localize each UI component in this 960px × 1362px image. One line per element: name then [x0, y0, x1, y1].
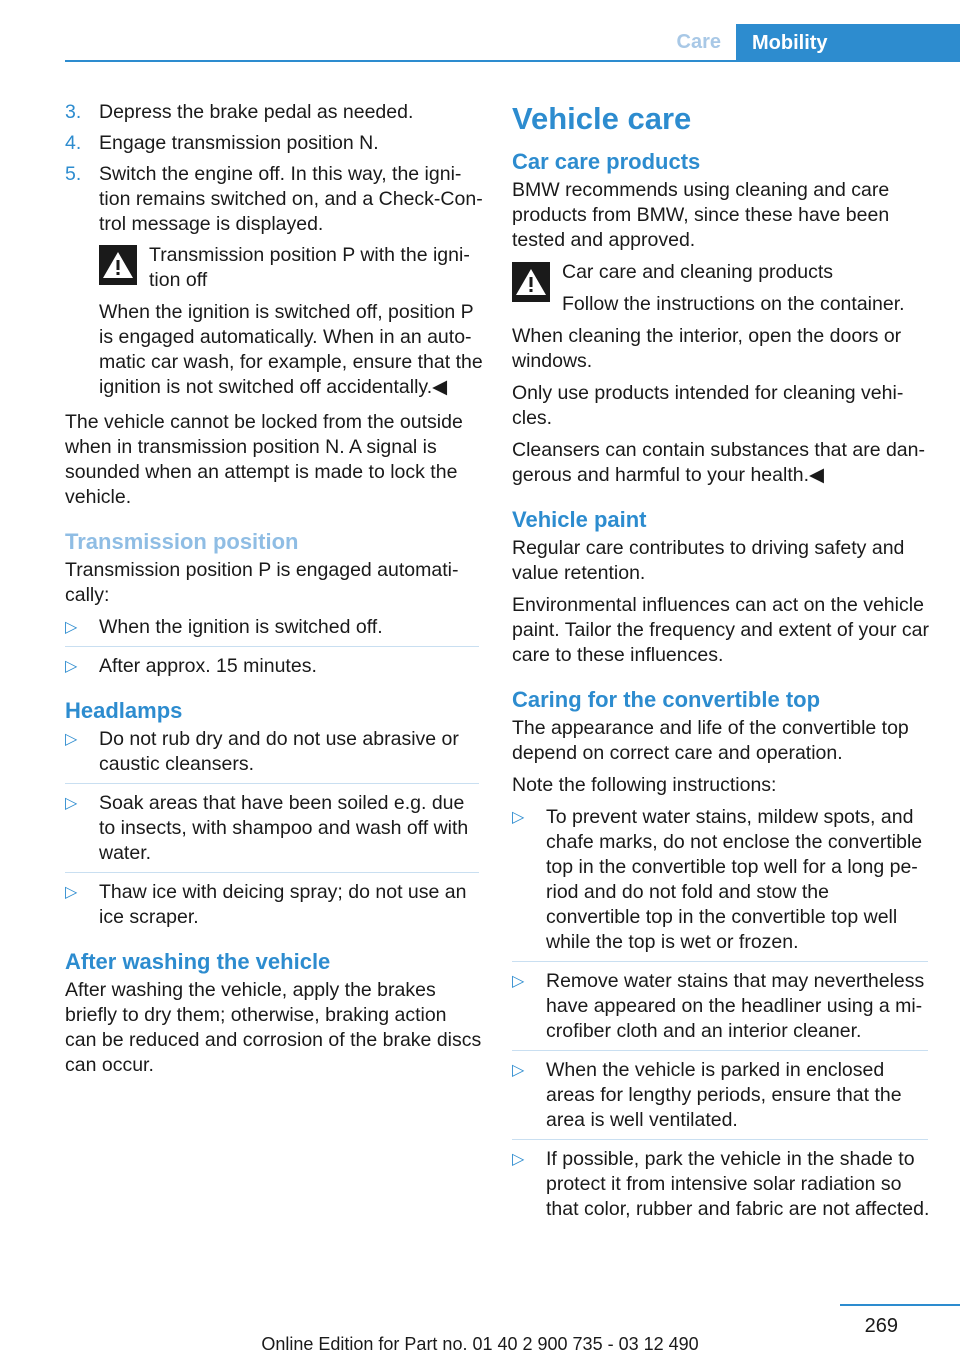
bullet-triangle-icon: ▷ — [65, 884, 78, 901]
section-tab-mobility[interactable]: Mobility — [736, 24, 960, 62]
bullet-triangle-icon: ▷ — [65, 731, 78, 748]
list-item — [65, 791, 479, 873]
list-item — [512, 805, 928, 962]
interior-paragraph: When cleaning the interior, open the doors or windows. — [512, 325, 902, 372]
list-item — [65, 880, 483, 930]
list-item-text: Soak areas that have been soiled e.g. due to insects, with shampoo and wash off with water. — [99, 792, 469, 864]
list-item-text: When the ignition is switched off. — [99, 616, 383, 638]
list-item — [512, 1058, 928, 1140]
bullet-triangle-icon: ▷ — [65, 619, 78, 636]
products-heading: Car care products — [512, 149, 701, 174]
paint-paragraph-1: Regular care contributes to driving safety and value retention. — [512, 537, 905, 584]
products-only-paragraph: Only use products intended for cleaning vehi‐cles. — [512, 382, 904, 429]
list-item — [512, 1147, 932, 1222]
transmission-heading: Transmission position — [65, 529, 299, 554]
warning-title: Transmission position P with the igni‐tion off — [149, 244, 470, 291]
bullet-triangle-icon: ▷ — [512, 973, 525, 990]
paint-paragraph-2: Environmental influences can act on the vehicle paint. Tailor the frequency and extent of your car care to these influences. — [512, 594, 929, 666]
step-number: 4. — [65, 132, 82, 154]
cleansers-paragraph: Cleansers can contain substances that are dan‐gerous and harmful to your health.◀ — [512, 439, 925, 486]
list-item-text: Remove water stains that may nevertheless have appeared on the headliner using a mi‐crofiber cloth and an interior cleaner. — [546, 970, 925, 1042]
page-title: Vehicle care — [512, 101, 692, 136]
warning-line: Follow the instructions on the container. — [562, 293, 905, 315]
paint-heading: Vehicle paint — [512, 507, 647, 532]
warning-header — [99, 243, 483, 293]
step-item — [65, 162, 483, 237]
step-text: Switch the engine off. In this way, the igni‐tion remains switched on, and a Check-Con‐trol message is displayed. — [99, 163, 483, 235]
step-number: 3. — [65, 101, 82, 123]
warning-triangle-icon — [99, 245, 137, 285]
convertible-top-heading: Caring for the convertible top — [512, 687, 821, 712]
header-rule — [65, 60, 960, 62]
washing-paragraph: After washing the vehicle, apply the brakes briefly to dry them; otherwise, braking action can be reduced and corrosion of the brake discs can occur. — [65, 979, 482, 1076]
top-paragraph-1: The appearance and life of the convertible top depend on correct care and operation. — [512, 717, 909, 764]
edition-footer: Online Edition for Part no. 01 40 2 900 735 - 03 12 490 — [261, 1334, 699, 1354]
list-item-text: Thaw ice with deicing spray; do not use an ice scraper. — [99, 881, 467, 928]
page-header — [0, 0, 960, 62]
top-paragraph-2: Note the following instructions: — [512, 774, 777, 796]
bullet-triangle-icon: ▷ — [65, 795, 78, 812]
list-item — [65, 654, 483, 679]
washing-heading: After washing the vehicle — [65, 949, 331, 974]
list-item-text: Do not rub dry and do not use abrasive or caustic cleansers. — [99, 728, 459, 775]
warning-header — [512, 260, 932, 317]
list-item-text: If possible, park the vehicle in the shade to protect it from intensive solar radiation so that color, rubber and fabric are not affected. — [546, 1148, 930, 1220]
list-item — [65, 727, 479, 784]
warning-triangle-icon — [512, 262, 550, 302]
right-column — [512, 100, 932, 1229]
step-text: Depress the brake pedal as needed. — [99, 101, 414, 123]
list-item — [65, 615, 479, 647]
step-item — [65, 131, 483, 156]
list-item-text: After approx. 15 minutes. — [99, 655, 317, 677]
left-column — [65, 100, 483, 1085]
step-item — [65, 100, 483, 125]
list-item-text: To prevent water stains, mildew spots, and chafe marks, do not enclose the convertible top in the convertible top well for a long pe‐riod and do not fold and stow the convertible top in the convertible top well while the top is wet or frozen. — [546, 806, 923, 953]
warning-title: Car care and cleaning products — [562, 261, 833, 283]
bullet-triangle-icon: ▷ — [65, 658, 78, 675]
headlamps-heading: Headlamps — [65, 698, 183, 723]
list-item-text: When the vehicle is parked in enclosed areas for lengthy periods, ensure that the area is well ventilated. — [546, 1059, 902, 1131]
section-tab-care[interactable]: Care — [676, 31, 721, 53]
step-number: 5. — [65, 163, 82, 185]
products-paragraph: BMW recommends using cleaning and care products from BMW, since these have been tested and approved. — [512, 179, 890, 251]
warning-body: When the ignition is switched off, position P is engaged automatically. When in an auto‐matic car wash, for example, ensure that the ignition is not switched off accidentally.◀ — [99, 301, 483, 398]
footer-rule — [840, 1304, 960, 1306]
bullet-triangle-icon: ▷ — [512, 1062, 525, 1079]
locked-paragraph: The vehicle cannot be locked from the outside when in transmission position N. A signal is sounded when an attempt is made to lock the vehicle. — [65, 411, 463, 508]
warning-block — [65, 243, 483, 400]
page-number: 269 — [864, 1315, 898, 1337]
bullet-triangle-icon: ▷ — [512, 809, 525, 826]
step-text: Engage transmission position N. — [99, 132, 379, 154]
list-item — [512, 969, 928, 1051]
transmission-paragraph: Transmission position P is engaged automati‐cally: — [65, 559, 459, 606]
bullet-triangle-icon: ▷ — [512, 1151, 525, 1168]
